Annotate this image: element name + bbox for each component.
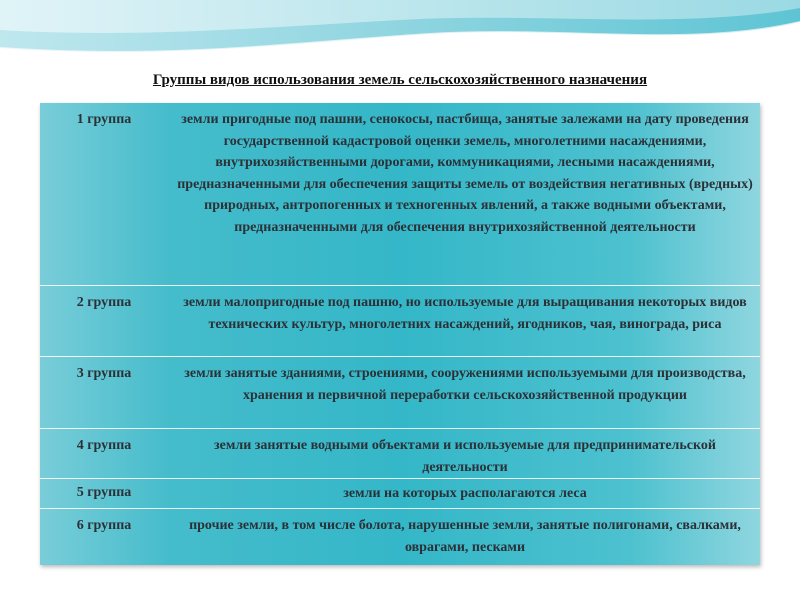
group-description: земли занятые зданиями, строениями, сооружениями используемыми для производства, хранения и первичной переработки сельскохозяйственной продукции [184, 366, 746, 403]
group-label: 2 группа [76, 295, 132, 310]
page-title: Группы видов использования земель сельскохозяйственного назначения [152, 72, 648, 88]
table-row [40, 103, 760, 286]
header-wave-decoration [0, 0, 800, 70]
table-row [40, 509, 760, 565]
table-row [40, 429, 760, 479]
group-description: земли пригодные под пашни, сенокосы, пастбища, занятые залежами на дату проведения государственной кадастровой оценки земель, многолетними насаждениями, внутрихозяйственными дорогами, коммуникациями, лесными насаждениями, предназначенными для обеспечения защиты земель от воздействия негативных (вредных) природных, антропогенных и техногенных явлений, а также водными объектами, предназначенными для обеспечения внутрихозяйственной деятельности [177, 112, 753, 235]
group-label: 4 группа [76, 438, 132, 453]
group-description: прочие земли, в том числе болота, нарушенные земли, занятые полигонами, свалками, оврагами, песками [189, 518, 741, 555]
table-row [40, 479, 760, 509]
group-description: земли малопригодные под пашню, но используемые для выращивания некоторых видов технических культур, многолетних насаждений, ягодников, чая, винограда, риса [183, 295, 747, 332]
group-description: земли занятые водными объектами и используемые для предпринимательской деятельности [214, 438, 716, 475]
table-row [40, 357, 760, 429]
group-label: 1 группа [76, 112, 132, 127]
group-label: 6 группа [76, 518, 132, 533]
group-label: 3 группа [76, 366, 132, 381]
groups-table [40, 103, 760, 565]
table-row [40, 286, 760, 357]
group-label: 5 группа [76, 485, 132, 500]
group-description: земли на которых располагаются леса [343, 486, 587, 501]
